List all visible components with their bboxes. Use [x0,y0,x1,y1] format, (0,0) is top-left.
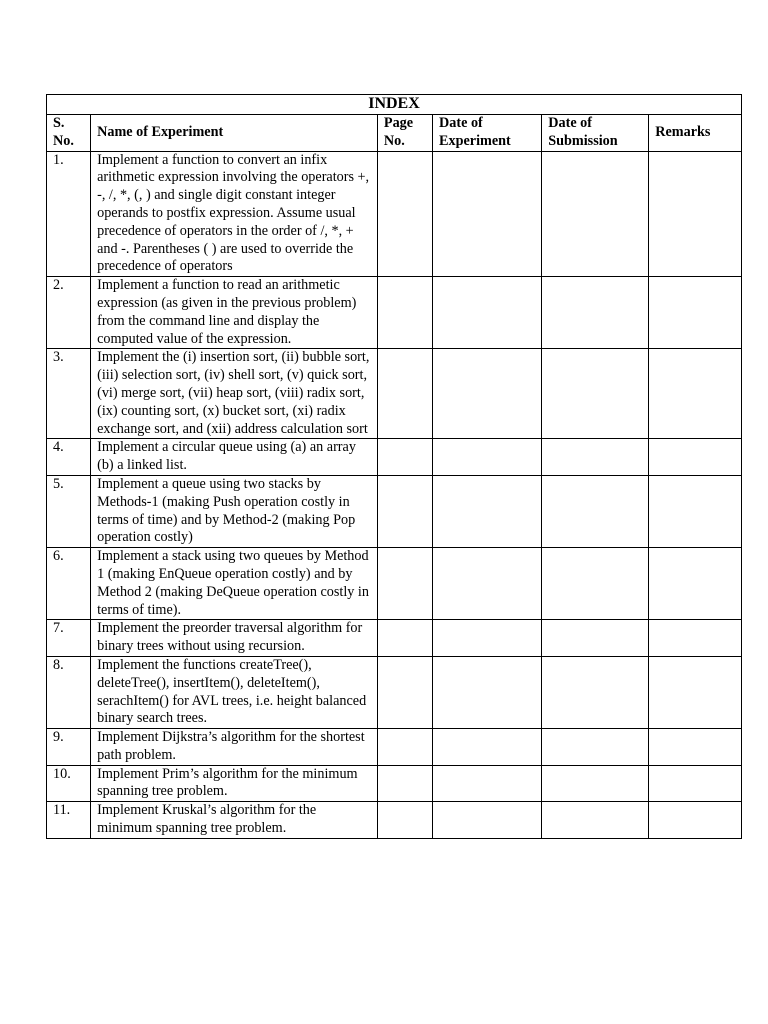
date-of-submission-cell [542,277,649,349]
page-no-cell [377,765,432,802]
experiment-name: Implement Prim’s algorithm for the minimum spanning tree problem. [91,765,378,802]
header-date-experiment: Date of Experiment [433,115,542,152]
remarks-cell [649,729,742,766]
header-page: Page No. [377,115,432,152]
row-number: 5. [47,475,91,547]
date-of-submission-cell [542,349,649,439]
table-row [47,765,742,802]
remarks-cell [649,439,742,476]
page-no-cell [377,802,432,839]
header-date-submission: Date of Submission [542,115,649,152]
experiment-name: Implement a stack using two queues by Method 1 (making EnQueue operation costly) and by Method 2 (making DeQueue operation costly in terms of time). [91,548,378,620]
date-of-submission-cell [542,548,649,620]
table-row [47,548,742,620]
date-of-submission-cell [542,439,649,476]
row-number: 9. [47,729,91,766]
index-table [46,94,742,839]
header-sno: S. No. [47,115,91,152]
table-row [47,439,742,476]
header-name: Name of Experiment [91,115,378,152]
experiment-name: Implement the functions createTree(), deleteTree(), insertItem(), deleteItem(), serachItem() for AVL trees, i.e. height balanced binary search trees. [91,656,378,728]
row-number: 6. [47,548,91,620]
date-of-experiment-cell [433,151,542,277]
header-remarks: Remarks [649,115,742,152]
remarks-cell [649,802,742,839]
row-number: 1. [47,151,91,277]
experiment-name: Implement the preorder traversal algorithm for binary trees without using recursion. [91,620,378,657]
page-no-cell [377,548,432,620]
row-number: 3. [47,349,91,439]
date-of-experiment-cell [433,439,542,476]
table-row [47,656,742,728]
date-of-submission-cell [542,765,649,802]
row-number: 11. [47,802,91,839]
row-number: 4. [47,439,91,476]
date-of-experiment-cell [433,802,542,839]
remarks-cell [649,277,742,349]
table-row [47,151,742,277]
page-no-cell [377,620,432,657]
row-number: 10. [47,765,91,802]
experiment-name: Implement Kruskal’s algorithm for the minimum spanning tree problem. [91,802,378,839]
table-row [47,802,742,839]
date-of-experiment-cell [433,765,542,802]
experiment-name: Implement a queue using two stacks by Methods-1 (making Push operation costly in terms of time) and by Method-2 (making Pop operation costly) [91,475,378,547]
row-number: 8. [47,656,91,728]
header-row [47,115,742,152]
experiment-name: Implement a circular queue using (a) an array (b) a linked list. [91,439,378,476]
date-of-submission-cell [542,729,649,766]
experiment-name: Implement a function to convert an infix arithmetic expression involving the operators +, -, /, *, (, ) and single digit constant integer operands to postfix expression. Assume usual precedence of operators in the order of /, *, + and -. Parentheses ( ) are used to override the precedence of operators [91,151,378,277]
index-title: INDEX [47,95,742,115]
date-of-submission-cell [542,656,649,728]
date-of-submission-cell [542,802,649,839]
date-of-experiment-cell [433,548,542,620]
page-no-cell [377,475,432,547]
page-no-cell [377,439,432,476]
date-of-submission-cell [542,620,649,657]
page-no-cell [377,656,432,728]
experiment-name: Implement the (i) insertion sort, (ii) bubble sort, (iii) selection sort, (iv) shell sort, (v) quick sort, (vi) merge sort, (vii) heap sort, (viii) radix sort, (ix) counting sort, (x) bucket sort, (xi) radix exchange sort, and (xii) address calculation sort [91,349,378,439]
page-no-cell [377,349,432,439]
row-number: 7. [47,620,91,657]
page-no-cell [377,277,432,349]
experiment-name: Implement Dijkstra’s algorithm for the shortest path problem. [91,729,378,766]
page-no-cell [377,151,432,277]
date-of-experiment-cell [433,620,542,657]
table-row [47,475,742,547]
remarks-cell [649,151,742,277]
row-number: 2. [47,277,91,349]
remarks-cell [649,765,742,802]
remarks-cell [649,548,742,620]
table-row [47,620,742,657]
experiment-name: Implement a function to read an arithmetic expression (as given in the previous problem) from the command line and display the computed value of the expression. [91,277,378,349]
table-body [47,151,742,838]
title-row [47,95,742,115]
date-of-experiment-cell [433,475,542,547]
table-row [47,277,742,349]
remarks-cell [649,349,742,439]
remarks-cell [649,656,742,728]
date-of-experiment-cell [433,349,542,439]
date-of-experiment-cell [433,729,542,766]
table-row [47,729,742,766]
remarks-cell [649,620,742,657]
date-of-experiment-cell [433,656,542,728]
page-no-cell [377,729,432,766]
date-of-experiment-cell [433,277,542,349]
date-of-submission-cell [542,475,649,547]
table-row [47,349,742,439]
remarks-cell [649,475,742,547]
date-of-submission-cell [542,151,649,277]
